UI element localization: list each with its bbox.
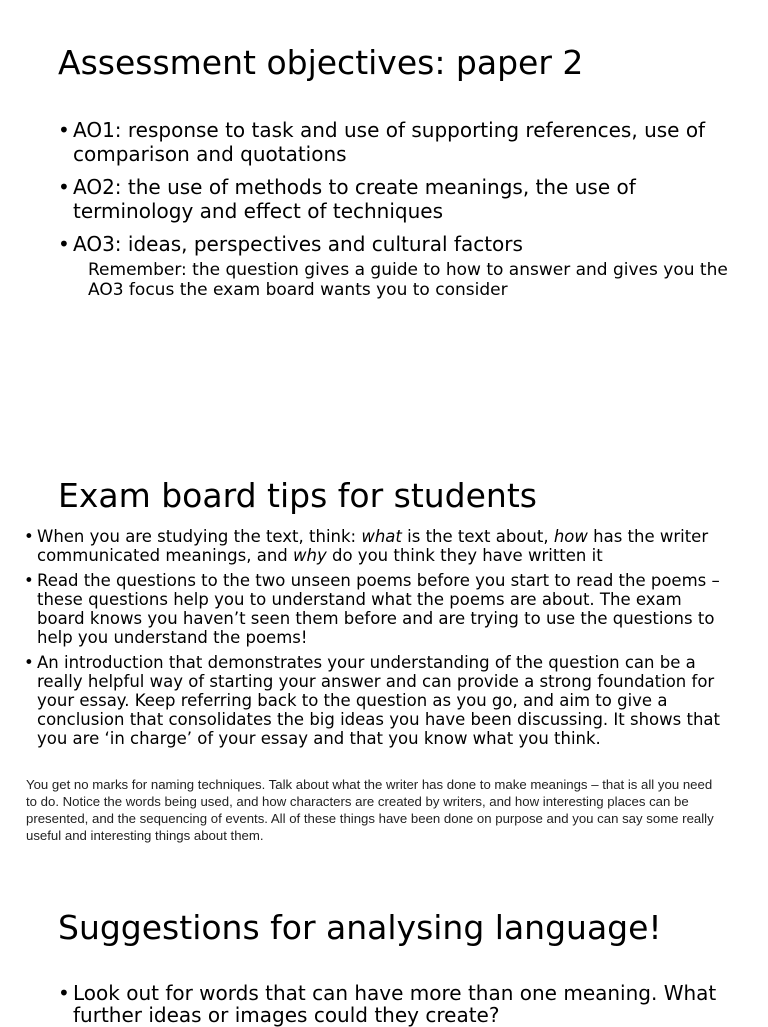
list-item xyxy=(24,571,727,647)
bullet-list xyxy=(58,981,753,1027)
list-item-text: When you are studying the text, think: what is the text about, how has the writer communicated meanings, and why do you think they have written it xyxy=(37,527,709,565)
slide-analysing-language xyxy=(0,900,768,1027)
bullet-marker: • xyxy=(24,653,34,672)
list-item-text: AO2: the use of methods to create meanings, the use of terminology and effect of techniques xyxy=(73,175,636,223)
list-item-text: Look out for words that can have more than one meaning. What further ideas or images could they create? xyxy=(73,981,717,1027)
list-item-text: Read the questions to the two unseen poems before you start to read the poems – these questions help you to understand what the poems are about. The exam board knows you haven’t seen them before and are trying to use the questions to help you understand the poems! xyxy=(37,571,720,647)
bullet-list xyxy=(24,527,727,754)
list-item-text: AO1: response to task and use of supporting references, use of comparison and quotations xyxy=(73,118,706,166)
bullet-marker: • xyxy=(24,527,34,546)
list-item xyxy=(24,653,727,748)
list-item xyxy=(58,175,753,223)
slide-assessment-objectives xyxy=(0,0,768,330)
list-item xyxy=(58,118,753,166)
list-item xyxy=(24,527,727,565)
bullet-marker: • xyxy=(58,175,70,199)
slide-title: Exam board tips for students xyxy=(58,476,537,515)
list-item-text: AO3: ideas, perspectives and cultural factors xyxy=(73,232,523,256)
bullet-marker: • xyxy=(58,981,70,1005)
slide-title: Assessment objectives: paper 2 xyxy=(58,43,584,82)
bullet-marker: • xyxy=(58,232,70,256)
list-item xyxy=(58,232,753,256)
bullet-marker: • xyxy=(58,118,70,142)
emphasis-what: what xyxy=(361,527,402,546)
list-item-text: An introduction that demonstrates your understanding of the question can be a really helpful way of starting your answer and can provide a strong foundation for your essay. Keep referring back to the question as you go, and aim to give a conclusion that consolidates the big ideas you have been discussing. It shows that you are ‘in charge’ of your essay and that you know what you think. xyxy=(37,653,720,748)
slide-title: Suggestions for analysing language! xyxy=(58,908,662,947)
reminder-note: Remember: the question gives a guide to how to answer and gives you the AO3 focus the exam board wants you to consider xyxy=(88,260,728,300)
bullet-list xyxy=(58,118,753,265)
list-item xyxy=(58,981,753,1027)
emphasis-why: why xyxy=(293,546,327,565)
slide-exam-board-tips xyxy=(0,470,768,850)
bullet-marker: • xyxy=(24,571,34,590)
emphasis-how: how xyxy=(553,527,588,546)
techniques-note: You get no marks for naming techniques. Talk about what the writer has done to make meanings – that is all you need to do. Notice the words being used, and how characters are created by writers, and how interesting places can be presented, and the sequencing of events. All of these things have been done on purpose and you can say some really useful and interesting things about them. xyxy=(26,777,714,843)
